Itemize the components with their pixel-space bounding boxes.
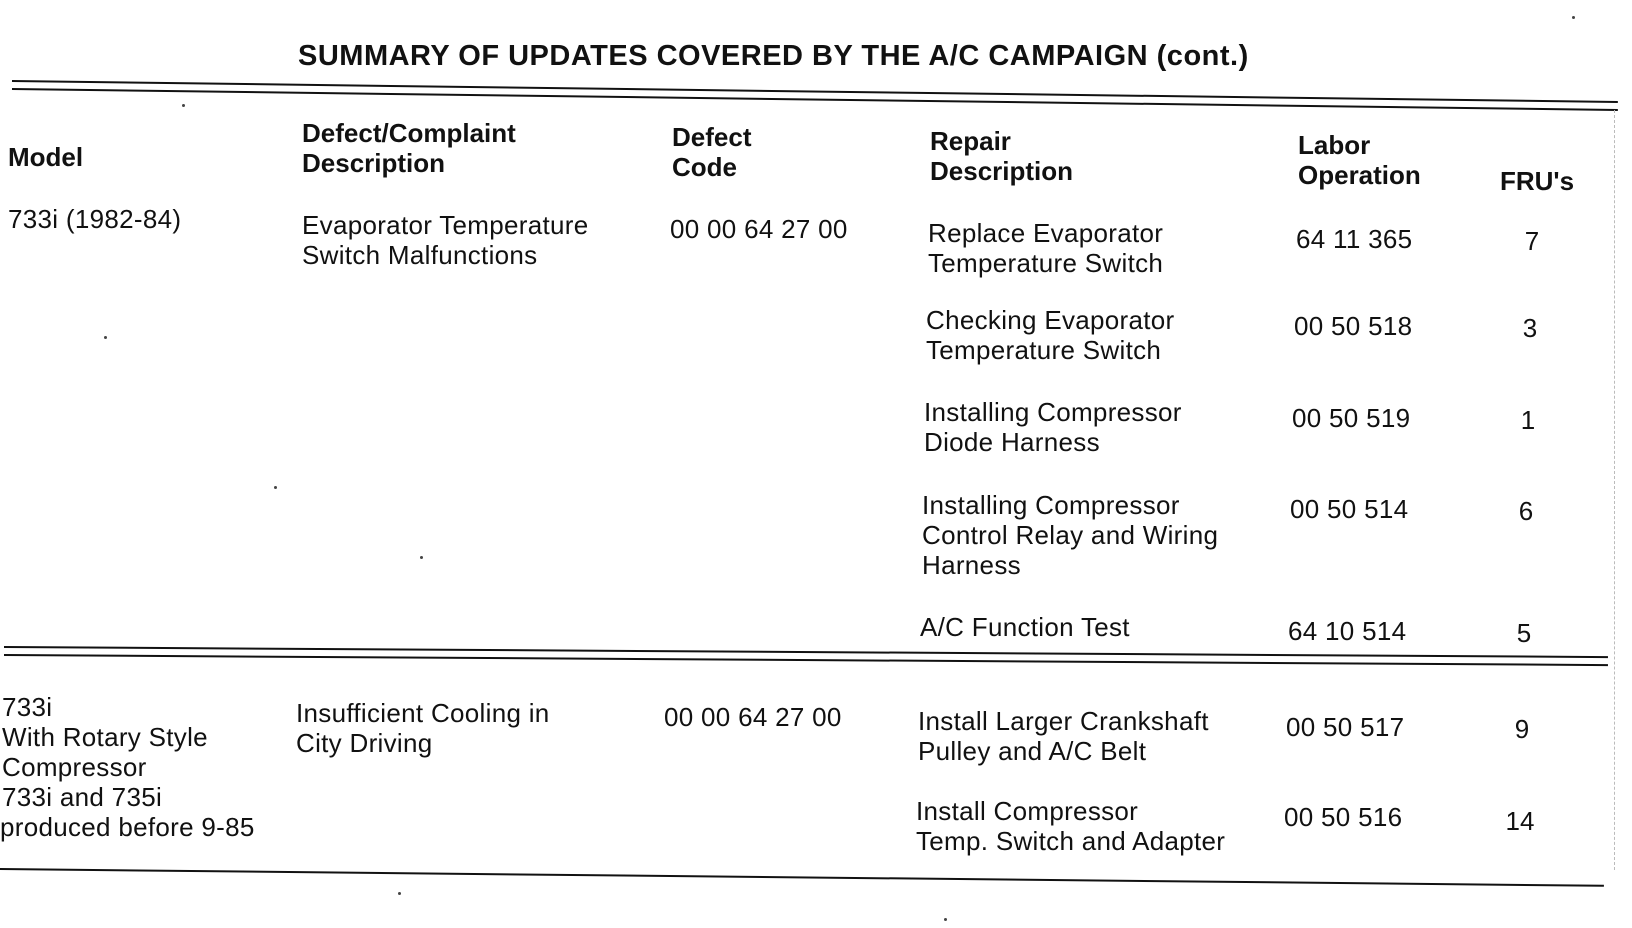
header-defect-description-line2: Description	[302, 148, 446, 178]
model-cell-line: produced before 9-85	[0, 812, 255, 842]
model-cell-line: 733i	[2, 692, 53, 722]
fru-cell: 9	[1514, 714, 1530, 744]
scan-speck	[420, 556, 423, 559]
repair-description-line: Control Relay and Wiring	[922, 520, 1219, 550]
repair-description-line: Diode Harness	[924, 427, 1100, 457]
labor-operation-cell: 00 50 518	[1294, 311, 1413, 341]
model-cell-line: Compressor	[2, 752, 147, 782]
scan-edge	[1614, 110, 1615, 870]
header-defect-code-line1: Defect	[672, 122, 752, 152]
bottom-rule	[0, 868, 1604, 887]
header-repair-description-line2: Description	[930, 156, 1074, 186]
repair-description-line: Checking Evaporator	[926, 305, 1175, 335]
defect-code-cell: 00 00 64 27 00	[670, 214, 848, 244]
header-defect-description-line1: Defect/Complaint	[302, 118, 516, 148]
scan-speck	[398, 892, 401, 895]
model-cell-line: With Rotary Style	[2, 722, 208, 752]
scan-speck	[944, 918, 947, 921]
repair-description-line: Installing Compressor	[924, 397, 1182, 427]
repair-description-line: Pulley and A/C Belt	[918, 736, 1147, 766]
header-frus: FRU's	[1500, 166, 1575, 196]
repair-description-line: A/C Function Test	[920, 612, 1130, 642]
scan-speck	[274, 486, 277, 489]
model-cell-line: 733i and 735i	[2, 782, 163, 812]
defect-code-cell: 00 00 64 27 00	[664, 702, 842, 732]
defect-description-line2: Switch Malfunctions	[302, 240, 538, 270]
model-cell: 733i (1982-84)	[8, 204, 182, 234]
scan-speck	[104, 336, 107, 339]
fru-cell: 14	[1505, 806, 1535, 836]
page-title: SUMMARY OF UPDATES COVERED BY THE A/C CAMPAIGN (cont.)	[298, 40, 1249, 72]
labor-operation-cell: 00 50 516	[1284, 802, 1403, 832]
fru-cell: 7	[1524, 226, 1540, 256]
defect-description-line2: City Driving	[296, 728, 433, 758]
fru-cell: 1	[1520, 405, 1536, 435]
repair-description-line: Harness	[922, 550, 1021, 580]
header-labor-operation-line2: Operation	[1298, 160, 1421, 190]
fru-cell: 6	[1518, 496, 1534, 526]
repair-description-line: Temperature Switch	[928, 248, 1164, 278]
repair-description-line: Install Compressor	[916, 796, 1139, 826]
repair-description-line: Temperature Switch	[926, 335, 1162, 365]
repair-description-line: Replace Evaporator	[928, 218, 1164, 248]
scan-speck	[1572, 16, 1575, 19]
labor-operation-cell: 00 50 519	[1292, 403, 1411, 433]
header-defect-code-line2: Code	[672, 152, 737, 182]
repair-description-line: Installing Compressor	[922, 490, 1180, 520]
labor-operation-cell: 00 50 517	[1286, 712, 1405, 742]
labor-operation-cell: 64 10 514	[1288, 616, 1407, 646]
labor-operation-cell: 00 50 514	[1290, 494, 1409, 524]
header-labor-operation-line1: Labor	[1298, 130, 1371, 160]
defect-description-line1: Evaporator Temperature	[302, 210, 589, 240]
repair-description-line: Temp. Switch and Adapter	[916, 826, 1226, 856]
fru-cell: 5	[1516, 618, 1532, 648]
header-model: Model	[8, 142, 84, 172]
repair-description-line: Install Larger Crankshaft	[918, 706, 1209, 736]
fru-cell: 3	[1522, 313, 1538, 343]
header-repair-description-line1: Repair	[930, 126, 1011, 156]
labor-operation-cell: 64 11 365	[1296, 224, 1413, 254]
scan-speck	[182, 104, 185, 107]
defect-description-line1: Insufficient Cooling in	[296, 698, 550, 728]
